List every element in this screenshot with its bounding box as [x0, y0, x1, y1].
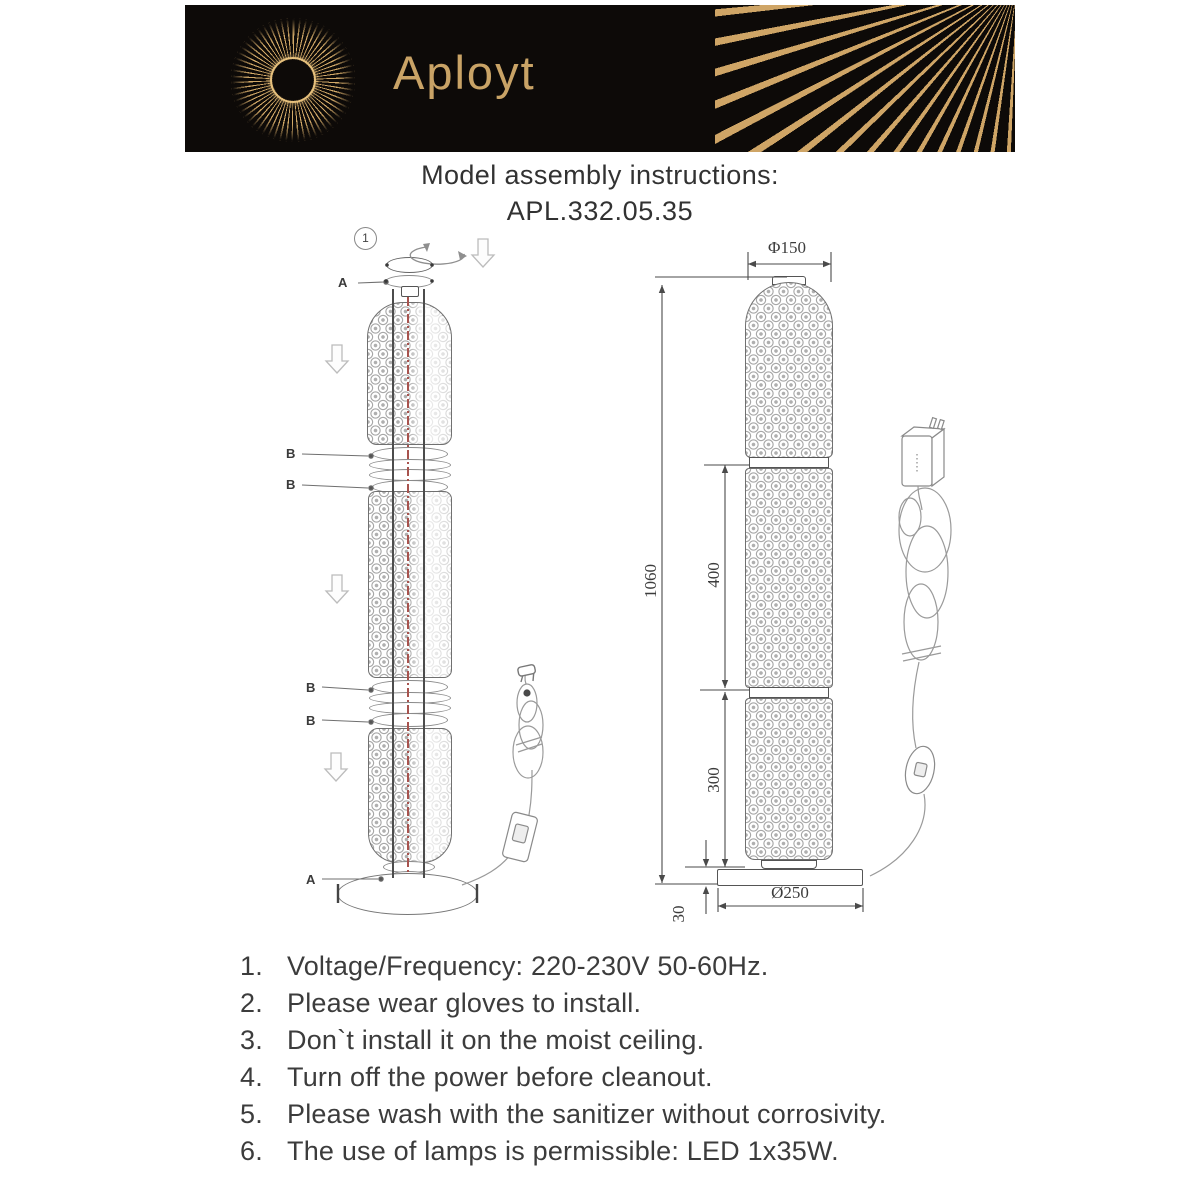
part-label-a: A [338, 275, 348, 290]
item-number: 1. [240, 951, 263, 981]
brand-name: Aployt [393, 46, 536, 99]
list-item [185, 1059, 1045, 1096]
dim-mid-height: 400 [704, 562, 723, 588]
assembly-diagram [280, 225, 610, 935]
dim-top-diameter: Φ150 [768, 238, 806, 257]
item-number: 6. [240, 1136, 263, 1166]
item-text: Please wear gloves to install. [287, 988, 642, 1018]
list-item [185, 1022, 1045, 1059]
assembly-linework [280, 225, 610, 935]
plug-icon [517, 664, 535, 696]
part-label-b: B [306, 713, 316, 728]
item-text: Please wash with the sanitizer without corrosivity. [287, 1099, 887, 1129]
part-label-b: B [286, 446, 296, 461]
sunrays-decoration-icon [715, 5, 1015, 152]
list-item [185, 985, 1045, 1022]
part-label-b: B [306, 680, 316, 695]
starburst-logo-icon [231, 18, 355, 142]
dimension-diagram [640, 230, 980, 935]
item-text: Voltage/Frequency: 220-230V 50-60Hz. [287, 951, 769, 981]
instruction-list [185, 948, 1045, 1170]
cord-switch [901, 744, 938, 797]
part-label-a: A [306, 872, 316, 887]
list-item [185, 1096, 1045, 1133]
page-title: Model assembly instructions: [421, 160, 779, 190]
coiled-cord [870, 486, 951, 876]
part-label-b: B [286, 477, 296, 492]
brand-banner [185, 5, 1015, 152]
dim-lower-height: 300 [704, 767, 723, 793]
dim-overall-height: 1060 [641, 564, 660, 598]
item-text: The use of lamps is permissible: LED 1x35W. [287, 1136, 839, 1166]
list-item [185, 1133, 1045, 1170]
dim-base-height: 30 [669, 905, 688, 923]
item-number: 5. [240, 1099, 263, 1129]
dimension-linework [640, 230, 980, 935]
step-number-badge: 1 [354, 227, 377, 250]
list-item [185, 948, 1045, 985]
item-number: 3. [240, 1025, 263, 1055]
item-number: 2. [240, 988, 263, 1018]
item-number: 4. [240, 1062, 263, 1092]
model-number: APL.332.05.35 [506, 196, 694, 226]
item-text: Turn off the power before cleanout. [287, 1062, 713, 1092]
power-adapter-icon [902, 418, 944, 486]
dim-base-diameter: Ø250 [771, 883, 809, 902]
item-text: Don`t install it on the moist ceiling. [287, 1025, 705, 1055]
title-block [185, 160, 1015, 227]
